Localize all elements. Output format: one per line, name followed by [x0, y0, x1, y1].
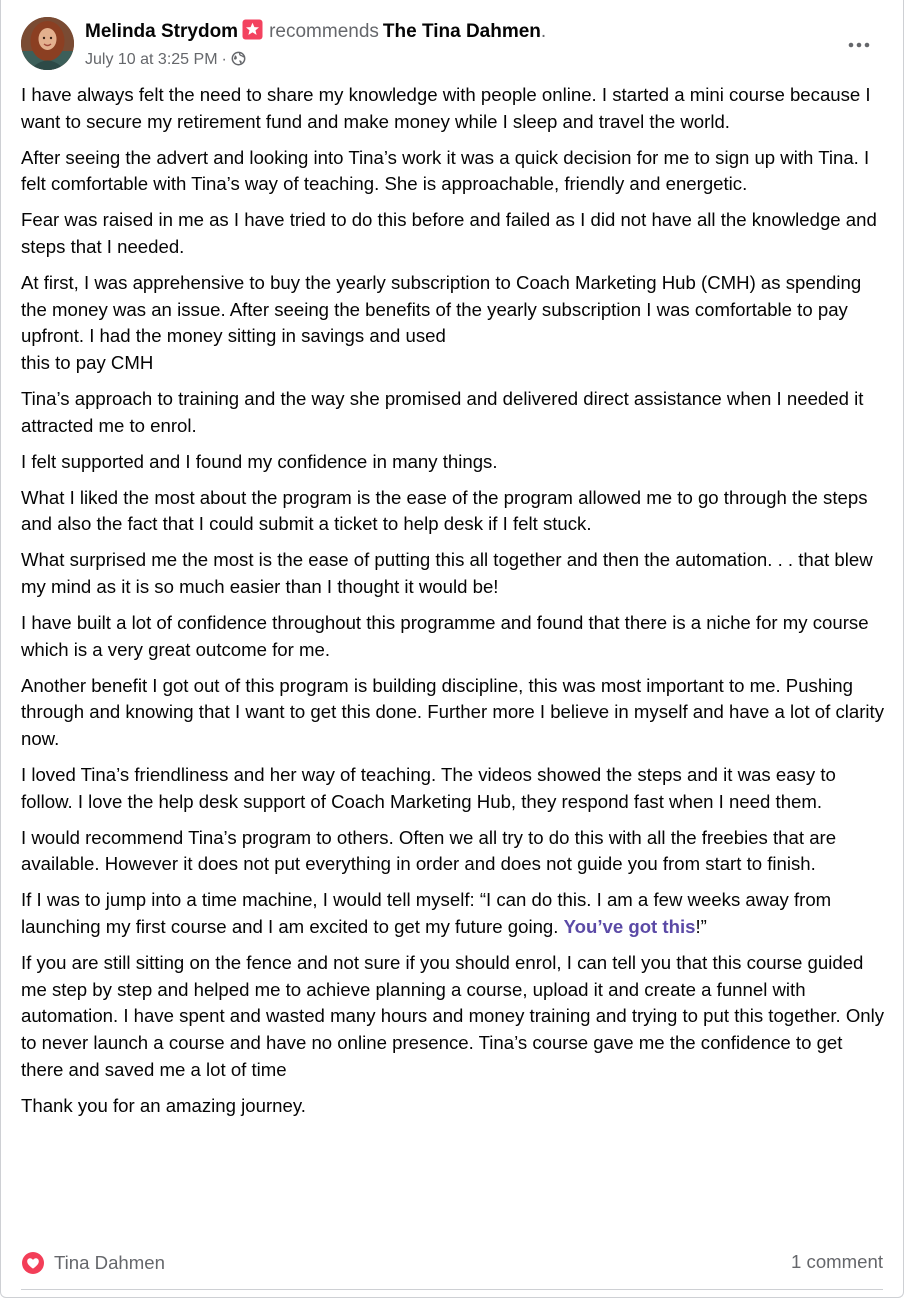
reactor-name: Tina Dahmen	[54, 1252, 165, 1273]
post-paragraph: What I liked the most about the program is the ease of the program allowed me to go through the steps and also the fact that I could submit a ticket to help desk if I felt stuck.	[21, 486, 868, 535]
post-paragraph: I felt supported and I found my confidence in many things.	[21, 450, 498, 472]
reaction-summary[interactable]	[21, 1251, 165, 1275]
post-paragraph: I loved Tina’s friendliness and her way of teaching. The videos showed the steps and it was easy to follow. I love the help desk support of Coach Marketing Hub, they respond fast when I need them.	[21, 764, 836, 812]
author-name-link[interactable]: Melinda Strydom	[85, 21, 239, 42]
heart-icon	[21, 1251, 45, 1275]
post-footer	[21, 1248, 883, 1278]
post-paragraph: I have always felt the need to share my knowledge with people online. I started a mini course because I want to secure my retirement fund and make money while I sleep and travel the world.	[21, 84, 871, 132]
post-paragraph: this to pay CMH	[21, 351, 154, 373]
recommend-badge-icon	[242, 19, 263, 40]
post-paragraph: Fear was raised in me as I have tried to do this before and failed as I did not have all the knowledge and steps that I needed.	[21, 209, 877, 257]
page-name-link[interactable]: The Tina Dahmen	[382, 21, 541, 42]
highlighted-phrase[interactable]: You’ve got this	[563, 916, 696, 938]
post-paragraph: After seeing the advert and looking into Tina’s work it was a quick decision for me to sign up with Tina. I felt comfortable with Tina’s way of teaching. She is approachable, friendly and energetic.	[21, 146, 870, 195]
more-options-icon	[848, 42, 870, 48]
post-paragraph: Thank you for an amazing journey.	[21, 1094, 306, 1116]
more-options-button[interactable]	[841, 27, 877, 63]
meta-separator: ·	[221, 51, 227, 68]
page-suffix: .	[540, 21, 547, 42]
post-meta	[85, 49, 246, 71]
recommends-text: recommends	[269, 21, 379, 42]
time-machine-paragraph	[21, 887, 887, 940]
post-paragraph: I would recommend Tina’s program to others. Often we all try to do this with all the freebies that are available. However it does not put everything in order and does not guide you from start to finish.	[21, 826, 837, 875]
footer-divider	[21, 1289, 883, 1290]
author-line	[85, 19, 546, 45]
post-paragraph: Another benefit I got out of this program is building discipline, this was most important to me. Pushing through and knowing that I want to get this done. Further more I believe in myself and have a lot of clarity now.	[21, 674, 885, 749]
post-header	[21, 17, 883, 73]
post-timestamp-link[interactable]: July 10 at 3:25 PM	[85, 51, 218, 68]
time-machine-text: If I was to jump into a time machine, I would tell myself: “I can do this. I am a few weeks away from launching my first course and I am excited to get my future going.	[21, 889, 832, 938]
post-paragraph: I have built a lot of confidence throughout this programme and found that there is a niche for my course which is a very great outcome for me.	[21, 612, 869, 660]
avatar[interactable]	[21, 17, 74, 70]
globe-icon	[231, 51, 246, 66]
post-paragraph: Tina’s approach to training and the way she promised and delivered direct assistance when I needed it attracted me to enrol.	[21, 387, 864, 436]
post-body	[21, 82, 887, 1129]
avatar-image	[21, 17, 74, 70]
post-paragraph: At first, I was apprehensive to buy the yearly subscription to Coach Marketing Hub (CMH) as spending the money was an issue. After seeing the benefits of the yearly subscription I was comfortable to pay upfront. I had the money sitting in savings and used	[21, 272, 862, 347]
time-machine-end: !”	[695, 916, 707, 938]
post-paragraph: What surprised me the most is the ease of putting this all together and then the automation. . . that blew my mind as it is so much easier than I thought it would be!	[21, 549, 873, 597]
post-paragraph: If you are still sitting on the fence and not sure if you should enrol, I can tell you that this course guided me step by step and helped me to achieve planning a course, upload it and create a funnel with automation. I have spent and wasted many hours and money training and trying to put this together. Only to never launch a course and have no online presence. Tina’s course gave me the confidence to get there and saved me a lot of time	[21, 952, 885, 1080]
comment-count-link[interactable]: 1 comment	[791, 1251, 883, 1272]
